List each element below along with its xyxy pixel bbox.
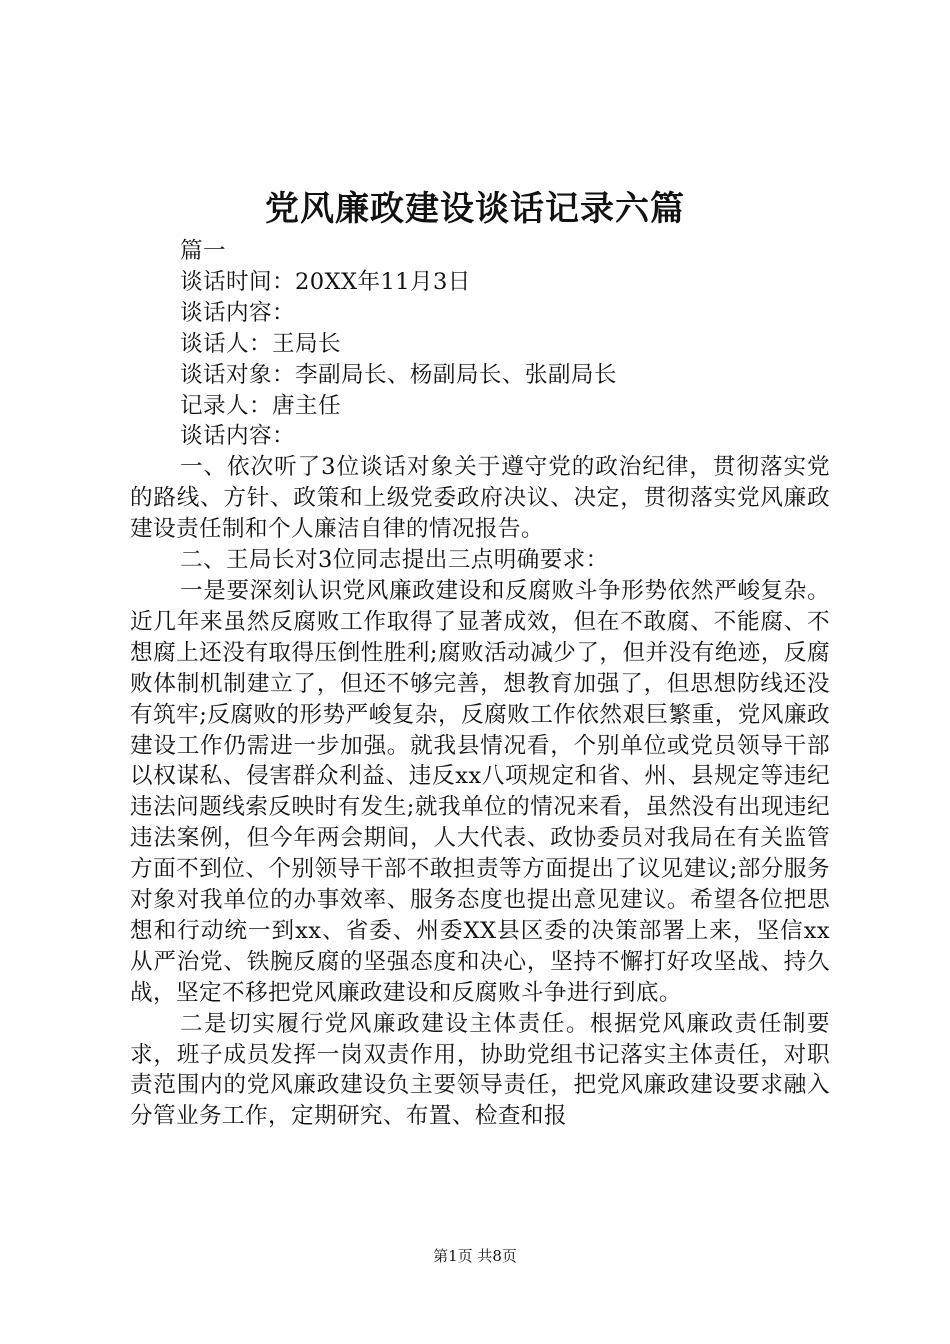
paragraph: 二、王局长对3位同志提出三点明确要求： xyxy=(180,547,609,574)
section-heading: 篇一 xyxy=(180,238,226,264)
page-footer: 第1页 共8页 xyxy=(433,1247,517,1265)
document-title: 党风廉政建设谈话记录六篇 xyxy=(265,189,685,229)
interviewees: 谈话对象：李副局长、杨副局长、张副局长 xyxy=(180,361,617,388)
paragraph: 一是要深刻认识党风廉政建设和反腐败斗争形势依然严峻复杂。近几年来虽然反腐败工作取得了显著成效，但在不敢腐、不能腐、不想腐上还没有取得压倒性胜利;腐败活动减少了，但并没有绝迹，反腐败体制机制建立了，但还不够完善，想教育加强了，但思想防线还没有筑牢;反腐败的形势严峻复杂，反腐败工作依然艰巨繁重，党风廉政建设工作仍需进一步加强。就我县情况看，个别单位或党员领导干部以权谋私、侵害群众利益、违反xx八项规定和省、州、县规定等违纪违法问题线索反映时有发生;就我单位的情况来看，虽然没有出现违纪违法案例，但今年两会期间，人大代表、政协委员对我局在有关监管方面不到位、个别领导干部不敢担责等方面提出了议见建议;部分服务对象对我单位的办事效率、服务态度也提出意见建议。希望各位把思想和行动统一到xx、省委、州委XX县区委的决策部署上来，坚信xx从严治党、铁腕反腐的坚强态度和决心，坚持不懈打好攻坚战、持久战，坚定不移把党风廉政建设和反腐败斗争进行到底。 xyxy=(130,577,830,1006)
meeting-content-label: 谈话内容： xyxy=(180,299,295,326)
paragraph: 一、依次听了3位谈话对象关于遵守党的政治纪律，贯彻落实党的路线、方针、政策和上级党委政府决议、决定，贯彻落实党风廉政建设责任制和个人廉洁自律的情况报告。 xyxy=(130,454,830,543)
document-body xyxy=(130,236,830,1132)
meeting-time: 谈话时间：20XX年11月3日 xyxy=(180,268,471,295)
content-label: 谈话内容： xyxy=(180,423,295,450)
speaker: 谈话人：王局长 xyxy=(180,330,341,357)
paragraph: 二是切实履行党风廉政建设主体责任。根据党风廉政责任制要求，班子成员发挥一岗双责作用，协助党组书记落实主体责任，对职责范围内的党风廉政建设负主要领导责任，把党风廉政建设要求融入分管业务工作，定期研究、布置、检查和报 xyxy=(130,1010,830,1130)
recorder: 记录人：唐主任 xyxy=(180,392,341,419)
